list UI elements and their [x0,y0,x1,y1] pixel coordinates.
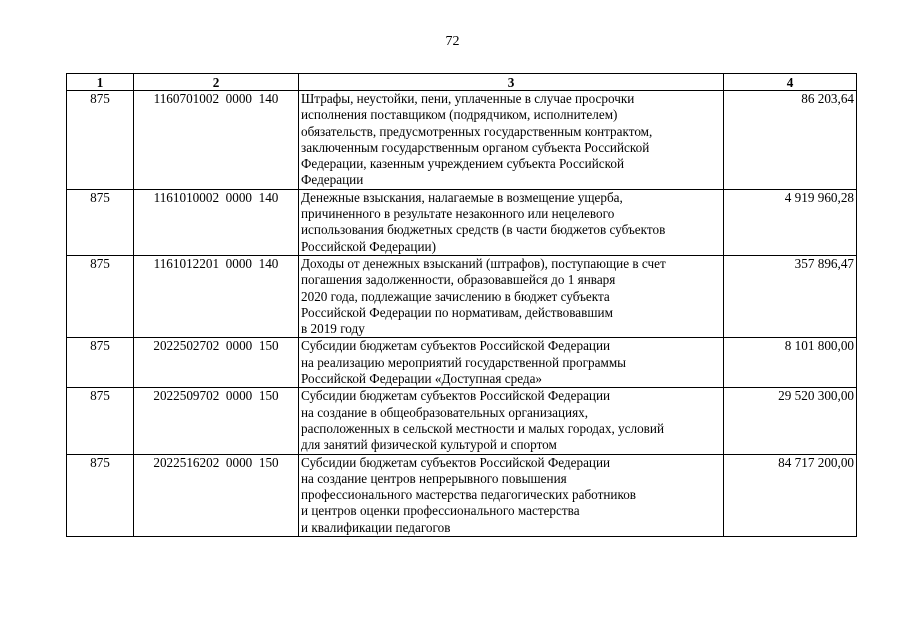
revenue-name-line: Субсидии бюджетам субъектов Российской Федерации [301,388,611,404]
column-header-1: 1 [67,74,134,91]
admin-code-cell: 875 [67,91,134,190]
revenue-name-line: использования бюджетных средств (в части бюджетов субъектов [301,222,666,238]
revenue-name-cell [299,189,724,255]
column-header-3: 3 [299,74,724,91]
revenue-name-line: причиненного в результате незаконного или нецелевого [301,206,615,222]
revenue-code-cell: 1160701002 0000 140 [134,91,299,190]
revenue-name-line: на создание центров непрерывного повышения [301,470,567,486]
revenue-code-cell: 2022502702 0000 150 [134,338,299,388]
amount-cell: 29 520 300,00 [724,388,857,454]
amount-cell: 8 101 800,00 [724,338,857,388]
revenue-name-line: Денежные взыскания, налагаемые в возмещение ущерба, [301,189,623,205]
revenue-code-cell: 1161012201 0000 140 [134,255,299,337]
table-row [67,255,857,337]
admin-code-cell: 875 [67,388,134,454]
amount-cell: 357 896,47 [724,255,857,337]
admin-code-cell: 875 [67,454,134,536]
revenue-code-cell: 1161010002 0000 140 [134,189,299,255]
revenue-name-line: и центров оценки профессионального мастерства [301,503,580,519]
admin-code-cell: 875 [67,255,134,337]
table-body [67,91,857,537]
revenue-name-line: Российской Федерации по нормативам, действовавшим [301,304,613,320]
amount-cell: 84 717 200,00 [724,454,857,536]
revenue-code-cell: 2022516202 0000 150 [134,454,299,536]
revenue-name-line: Федерации, казенным учреждением субъекта Российской [301,156,625,172]
budget-table [66,73,857,537]
table-row [67,338,857,388]
admin-code-cell: 875 [67,338,134,388]
column-header-2: 2 [134,74,299,91]
revenue-name-line: на создание в общеобразовательных организациях, [301,404,589,420]
revenue-name-cell [299,338,724,388]
table-row [67,189,857,255]
revenue-name-line: заключенным государственным органом субъекта Российской [301,139,650,155]
column-header-4: 4 [724,74,857,91]
revenue-name-cell [299,255,724,337]
revenue-name-line: профессионального мастерства педагогических работников [301,487,637,503]
revenue-name-line: Российской Федерации «Доступная среда» [301,371,543,387]
revenue-name-line: и квалификации педагогов [301,519,451,535]
table-row [67,388,857,454]
revenue-name-cell [299,388,724,454]
revenue-name-line: Доходы от денежных взысканий (штрафов), поступающие в счет [301,255,666,271]
revenue-name-line: Федерации [301,172,364,188]
revenue-name-line: для занятий физической культурой и спортом [301,437,557,453]
revenue-name-line: расположенных в сельской местности и малых городах, условий [301,420,665,436]
revenue-name-line: Субсидии бюджетам субъектов Российской Федерации [301,338,611,354]
revenue-code-cell: 2022509702 0000 150 [134,388,299,454]
revenue-name-line: на реализацию мероприятий государственной программы [301,354,627,370]
revenue-name-line: Субсидии бюджетам субъектов Российской Федерации [301,454,611,470]
revenue-name-line: Российской Федерации) [301,238,436,254]
admin-code-cell: 875 [67,189,134,255]
revenue-name-line: обязательств, предусмотренных государственным контрактом, [301,123,653,139]
revenue-name-line: 2020 года, подлежащие зачислению в бюджет субъекта [301,288,610,304]
revenue-name-line: исполнения поставщиком (подрядчиком, исполнителем) [301,107,618,123]
revenue-name-cell [299,454,724,536]
revenue-name-line: в 2019 году [301,321,365,337]
revenue-name-line: погашения задолженности, образовавшейся до 1 января [301,272,616,288]
amount-cell: 86 203,64 [724,91,857,190]
amount-cell: 4 919 960,28 [724,189,857,255]
revenue-name-line: Штрафы, неустойки, пени, уплаченные в случае просрочки [301,91,635,106]
table-header-row [67,74,857,91]
table-row [67,454,857,536]
page-number: 72 [445,34,460,49]
table-row [67,91,857,190]
revenue-name-cell [299,91,724,190]
